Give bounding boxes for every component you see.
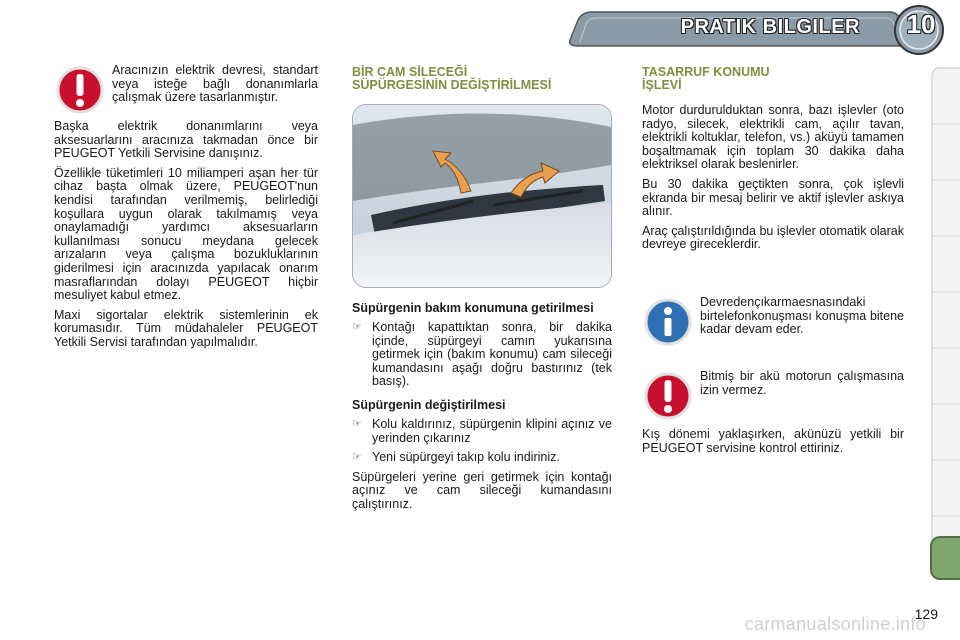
warning-block <box>54 64 318 116</box>
warning-text: Bitmiş bir akü motorun çalışmasına izin vermez. <box>700 368 904 397</box>
paragraph: Süpürgeleri yerine geri getirmek için kontağı açınız ve cam sileceği kumandasını çalıştırınız. <box>352 469 612 511</box>
subheading-maintenance-position: Süpürgenin bakım konumuna getirilmesi <box>352 301 594 315</box>
paragraph: Başka elektrik donanımlarını veya aksesuarlarını aracınıza takmadan önce bir PEUGEOT Yetkili Servisine danışınız. <box>54 119 318 161</box>
list-item-text: Yeni süpürgeyi takıp kolu indiriniz. <box>372 450 560 465</box>
paragraph: Kış dönemi yaklaşırken, akünüzü yetkili bir PEUGEOT servisine kontrol ettiriniz. <box>642 426 904 455</box>
side-tab-outline <box>930 66 960 576</box>
pointing-hand-icon: ☞ <box>352 321 362 333</box>
paragraph: Motor durdurulduktan sonra, bazı işlevler (oto radyo, silecek, elektrikli cam, açılır tavan, elektrikli koltuklar, telefon, vs.) aküyü tamamen boşaltmamak için toplam 30 dakika daha elektriksel olarak beslenirler. <box>642 103 904 172</box>
list-item-text: Kontağı kapattıktan sonra, bir dakika içinde, süpürgeyi camın yukarısına getirmek için (bakım konumu) cam sileceği kumandasını aşağı doğru bastırınız (tek basış). <box>372 320 612 389</box>
paragraph: Bu 30 dakika geçtikten sonra, çok işlevli ekranda bir mesaj belirir ve aktif işlevler askıya alınır. <box>642 176 904 219</box>
paragraph: Özellikle tüketimleri 10 miliamperi aşan her tür cihaz başta olmak üzere, PEUGEOT'nun kendisi tarafından verilmemiş, belirlediği koşullara uygun olarak takılmamış veya onaylamadığı yardımcı aksesuarların kullanılması sonucu meydana gelecek arızaların veya çalışma bozukluklarının giderilmesi için aracınızda yapılacak onarım masraflarından dolayı PEUGEOT hiçbir mesuliyet kabul etmez. <box>54 165 318 303</box>
heading-line: BİR CAM SİLECEĞİ <box>352 65 468 79</box>
pointing-hand-icon: ☞ <box>352 451 362 464</box>
watermark: carmanualsonline.info <box>744 614 926 634</box>
chapter-title: PRATIK BILGILER <box>680 16 860 38</box>
list-item <box>352 418 612 445</box>
column-economy-mode <box>642 66 904 461</box>
warning-text: Aracınızın elektrik devresi, standart veya isteğe bağlı donanımlarla çalışmak üzere tasarlanmıştır. <box>112 63 318 105</box>
chapter-number: 10 <box>906 9 936 39</box>
column-wiper <box>352 66 612 518</box>
active-chapter-tab[interactable] <box>930 536 960 580</box>
info-text: Devredençıkarmaesnasındaki birtelefonkonuşması konuşma bitene kadar devam eder. <box>700 294 904 337</box>
heading-line: SÜPÜRGESİNİN DEĞİŞTİRİLMESİ <box>352 78 552 92</box>
pointing-hand-icon: ☞ <box>352 417 362 430</box>
subheading-replacement: Süpürgenin değiştirilmesi <box>352 397 506 412</box>
heading-line: TASARRUF KONUMU <box>642 65 770 79</box>
list-item <box>352 321 612 389</box>
warning-icon <box>54 64 106 116</box>
windshield-photo <box>352 104 612 288</box>
page-number: 129 <box>914 606 938 622</box>
section-heading-wiper <box>352 66 612 92</box>
warning-icon <box>642 370 694 422</box>
paragraph: Araç çalıştırıldığında bu işlevler otomatik olarak devreye gireceklerdir. <box>642 223 904 252</box>
warning-block <box>642 370 904 422</box>
info-icon <box>642 296 694 348</box>
side-tabs <box>930 66 960 576</box>
heading-line: İŞLEVİ <box>642 78 682 92</box>
info-block <box>642 296 904 348</box>
section-heading-economy <box>642 66 904 92</box>
paragraph: Maxi sigortalar elektrik sistemlerinin ek korumasıdır. Tüm müdahaleler PEUGEOT Yetkili Servisi tarafından yapılmalıdır. <box>54 307 318 349</box>
list-item-text: Kolu kaldırınız, süpürgenin klipini açınız ve yerinden çıkarınız <box>372 416 612 445</box>
header-banner <box>560 0 960 58</box>
column-electrical <box>54 64 318 356</box>
list-item <box>352 451 612 465</box>
